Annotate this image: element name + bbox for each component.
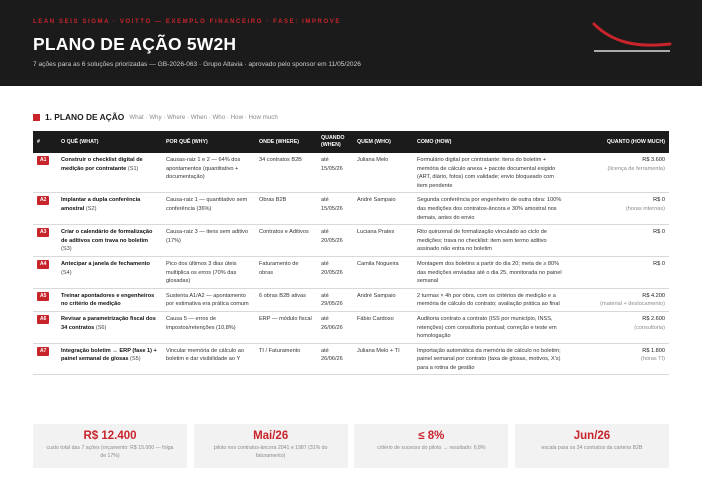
cell-who: Juliana Melo + TI — [353, 343, 413, 375]
cell-id — [33, 225, 57, 257]
col-header-how: COMO (HOW) — [413, 131, 569, 153]
cell-why: Causa 5 — erros de impostos/retenções (10,8%) — [162, 311, 255, 343]
cell-how: Rito quinzenal de formalização vinculado ao ciclo de medições; trava no checklist: item sem termo aditivo assinado não entra no boletim — [413, 225, 569, 257]
cell-how-much — [569, 225, 669, 257]
cell-who: Camila Nogueira — [353, 256, 413, 288]
cell-when: até 15/05/26 — [317, 153, 353, 193]
cost-value: R$ 0 — [653, 197, 665, 204]
what-text: Criar o calendário de formalização de aditivos com trava no boletim — [61, 229, 153, 244]
cell-why: Causas-raiz 1 e 2 — 64% dos apontamentos (quantitativo + documentação) — [162, 153, 255, 193]
cell-when: até 26/06/26 — [317, 343, 353, 375]
cell-who: Juliana Melo — [353, 153, 413, 193]
col-header-id: # — [33, 131, 57, 153]
kpi-card-total-cost — [33, 424, 187, 468]
cell-who: André Sampaio — [353, 193, 413, 225]
cell-who: Luciana Prates — [353, 225, 413, 257]
table-row — [33, 153, 669, 193]
what-text: Integração boletim ↔ ERP (fase 1) + painel semanal de glosas — [61, 347, 157, 363]
cell-how: Segunda conferência por engenheiro de outra obra: 100% das medições dos contratos-âncora e 30% amostral nos demais, antes do envio — [413, 193, 569, 225]
cell-where: Obras B2B — [255, 193, 317, 225]
table-row — [33, 256, 669, 288]
cell-how: Montagem dos boletins a partir do dia 20; meta de ≥ 80% das medições enviadas até o dia 25, monitorada no painel semanal — [413, 256, 569, 288]
cell-when: até 20/05/26 — [317, 256, 353, 288]
swoosh-logo-icon — [590, 20, 674, 54]
eyebrow-text: LEAN SEIS SIGMA · VOITTO — EXEMPLO FINANCEIRO · FASE: IMPROVE — [33, 19, 341, 25]
cell-when: até 20/05/26 — [317, 225, 353, 257]
kpi-label: escala para os 34 contratos da carteira B2B — [541, 445, 643, 451]
solution-ref: (S4) — [61, 269, 72, 276]
what-text: Implantar a dupla conferência amostral — [61, 197, 141, 212]
solution-ref: (S2) — [85, 205, 97, 212]
action-id-badge: A6 — [37, 315, 49, 324]
table-row — [33, 311, 669, 343]
cell-how: Auditoria contrato a contrato (ISS por município, INSS, retenções) com consultoria pontual; correção e teste em homologação — [413, 311, 569, 343]
page-subtitle: 7 ações para as 6 soluções priorizadas — GB-2026-063 · Grupo Altavia · aprovado pelo sponsor em 11/05/2026 — [33, 61, 361, 68]
table-header-row — [33, 131, 669, 153]
col-header-where: ONDE (WHERE) — [255, 131, 317, 153]
action-id-badge: A5 — [37, 292, 49, 301]
cell-how-much — [569, 193, 669, 225]
cell-how: Formulário digital por contratante: itens do boletim + memória de cálculo anexa + pacote documental exigido (ART, diário, fotos) com validade; envio bloqueado com item pendente — [413, 153, 569, 193]
cost-note: (horas TI) — [640, 356, 665, 363]
cell-how-much — [569, 153, 669, 193]
cell-id — [33, 193, 57, 225]
table-row — [33, 288, 669, 311]
cell-how-much — [569, 288, 669, 311]
cell-how-much — [569, 343, 669, 375]
cell-what — [57, 225, 162, 257]
cell-when: até 29/05/26 — [317, 288, 353, 311]
kpi-value: ≤ 8% — [418, 430, 445, 442]
cell-what — [57, 153, 162, 193]
cell-how-much — [569, 311, 669, 343]
cell-what — [57, 288, 162, 311]
solution-ref: (S5) — [130, 356, 141, 363]
cell-what — [57, 193, 162, 225]
cost-value: R$ 2.600 — [642, 315, 665, 322]
cell-how-much — [569, 256, 669, 288]
cell-how: 2 turmas × 4h por obra, com os critérios de medição e a memória de cálculo do contrato; avaliação prática ao final — [413, 288, 569, 311]
cell-where: Faturamento de obras — [255, 256, 317, 288]
section-marker — [33, 114, 40, 121]
table-row — [33, 225, 669, 257]
cell-id — [33, 256, 57, 288]
cell-why: Pico dos últimos 3 dias úteis multiplica os erros (70% das glosadas) — [162, 256, 255, 288]
what-text: Construir o checklist digital de medição por contratante — [61, 157, 143, 172]
cost-value: R$ 1.800 — [642, 347, 665, 354]
cell-id — [33, 288, 57, 311]
kpi-label: custo total das 7 ações (orçamento: R$ 15.000 — folga de 17%) — [46, 445, 174, 459]
cell-where: 6 obras B2B ativas — [255, 288, 317, 311]
cell-when: até 15/05/26 — [317, 193, 353, 225]
action-id-badge: A4 — [37, 260, 49, 269]
page-title: PLANO DE AÇÃO 5W2H — [33, 34, 237, 54]
cost-note: (consultoria) — [634, 324, 665, 331]
cell-where: ERP — módulo fiscal — [255, 311, 317, 343]
cell-why: Causa-raiz 3 — itens sem aditivo (17%) — [162, 225, 255, 257]
cell-when: até 26/06/26 — [317, 311, 353, 343]
cell-what — [57, 311, 162, 343]
what-text: Treinar apontadores e engenheiros no critério de medição — [61, 292, 155, 308]
solution-ref: (S6) — [95, 324, 107, 331]
cost-note: (material + deslocamento) — [600, 301, 665, 308]
cost-value: R$ 3.600 — [642, 157, 665, 163]
what-text: Antecipar a janela de fechamento — [61, 260, 150, 267]
cell-who: Fábio Cardoso — [353, 311, 413, 343]
cell-where: TI / Faturamento — [255, 343, 317, 375]
cost-note: (licença de ferramenta) — [607, 165, 665, 172]
col-header-what: O QUÊ (WHAT) — [57, 131, 162, 153]
cell-who: André Sampaio — [353, 288, 413, 311]
kpi-card-success-criterion — [354, 424, 508, 468]
action-plan-table — [33, 131, 669, 375]
action-id-badge: A3 — [37, 228, 49, 237]
kpi-card-pilot — [194, 424, 348, 468]
action-id-badge: A7 — [37, 347, 49, 356]
kpi-value: R$ 12.400 — [83, 430, 137, 442]
cost-value: R$ 0 — [653, 260, 665, 267]
table-row — [33, 343, 669, 375]
cell-id — [33, 311, 57, 343]
action-id-badge: A2 — [37, 196, 49, 205]
kpi-value: Jun/26 — [573, 430, 611, 442]
cost-value: R$ 0 — [653, 229, 665, 236]
col-header-how-much: QUANTO (HOW MUCH) — [569, 131, 669, 153]
solution-ref: (S1) — [127, 165, 139, 172]
cell-what — [57, 256, 162, 288]
cell-id — [33, 153, 57, 193]
section-subtitle: What · Why · Where · When · Who · How · How much — [129, 113, 278, 121]
solution-ref: (S3) — [61, 246, 72, 253]
action-id-badge: A1 — [37, 156, 49, 165]
table-row — [33, 193, 669, 225]
cost-value: R$ 4.200 — [642, 292, 665, 299]
cell-why: Sustenta A1/A2 — apontamento por estimativa era prática comum — [162, 288, 255, 311]
cell-what — [57, 343, 162, 375]
cell-why: Vincular memória de cálculo ao boletim e dar visibilidade ao Y — [162, 343, 255, 375]
col-header-why: POR QUÊ (WHY) — [162, 131, 255, 153]
header-banner — [0, 0, 702, 86]
kpi-cards — [33, 424, 669, 468]
kpi-value: Mai/26 — [253, 430, 289, 442]
section-heading — [33, 111, 278, 123]
cell-where: Contratos e Aditivos — [255, 225, 317, 257]
kpi-card-scale — [515, 424, 669, 468]
col-header-when: QUANDO (WHEN) — [317, 131, 353, 153]
cell-id — [33, 343, 57, 375]
cost-note: (horas internas) — [625, 205, 665, 212]
cell-where: 34 contratos B2B — [255, 153, 317, 193]
cell-how: Importação automática da memória de cálculo no boletim; painel semanal por contrato (taxa de glosas, motivos, X's) para a rotina de gestão — [413, 343, 569, 375]
kpi-label: piloto nos contratos-âncora 2041 e 1987 (31% do faturamento) — [213, 445, 328, 459]
section-title: 1. PLANO DE AÇÃO — [45, 112, 125, 122]
what-text: Revisar a parametrização fiscal dos 34 contratos — [61, 315, 156, 331]
col-header-who: QUEM (WHO) — [353, 131, 413, 153]
cell-why: Causa-raiz 1 — quantitativo sem conferência (36%) — [162, 193, 255, 225]
kpi-label: critério de sucesso do piloto → resultado: 6,8% — [377, 445, 486, 451]
